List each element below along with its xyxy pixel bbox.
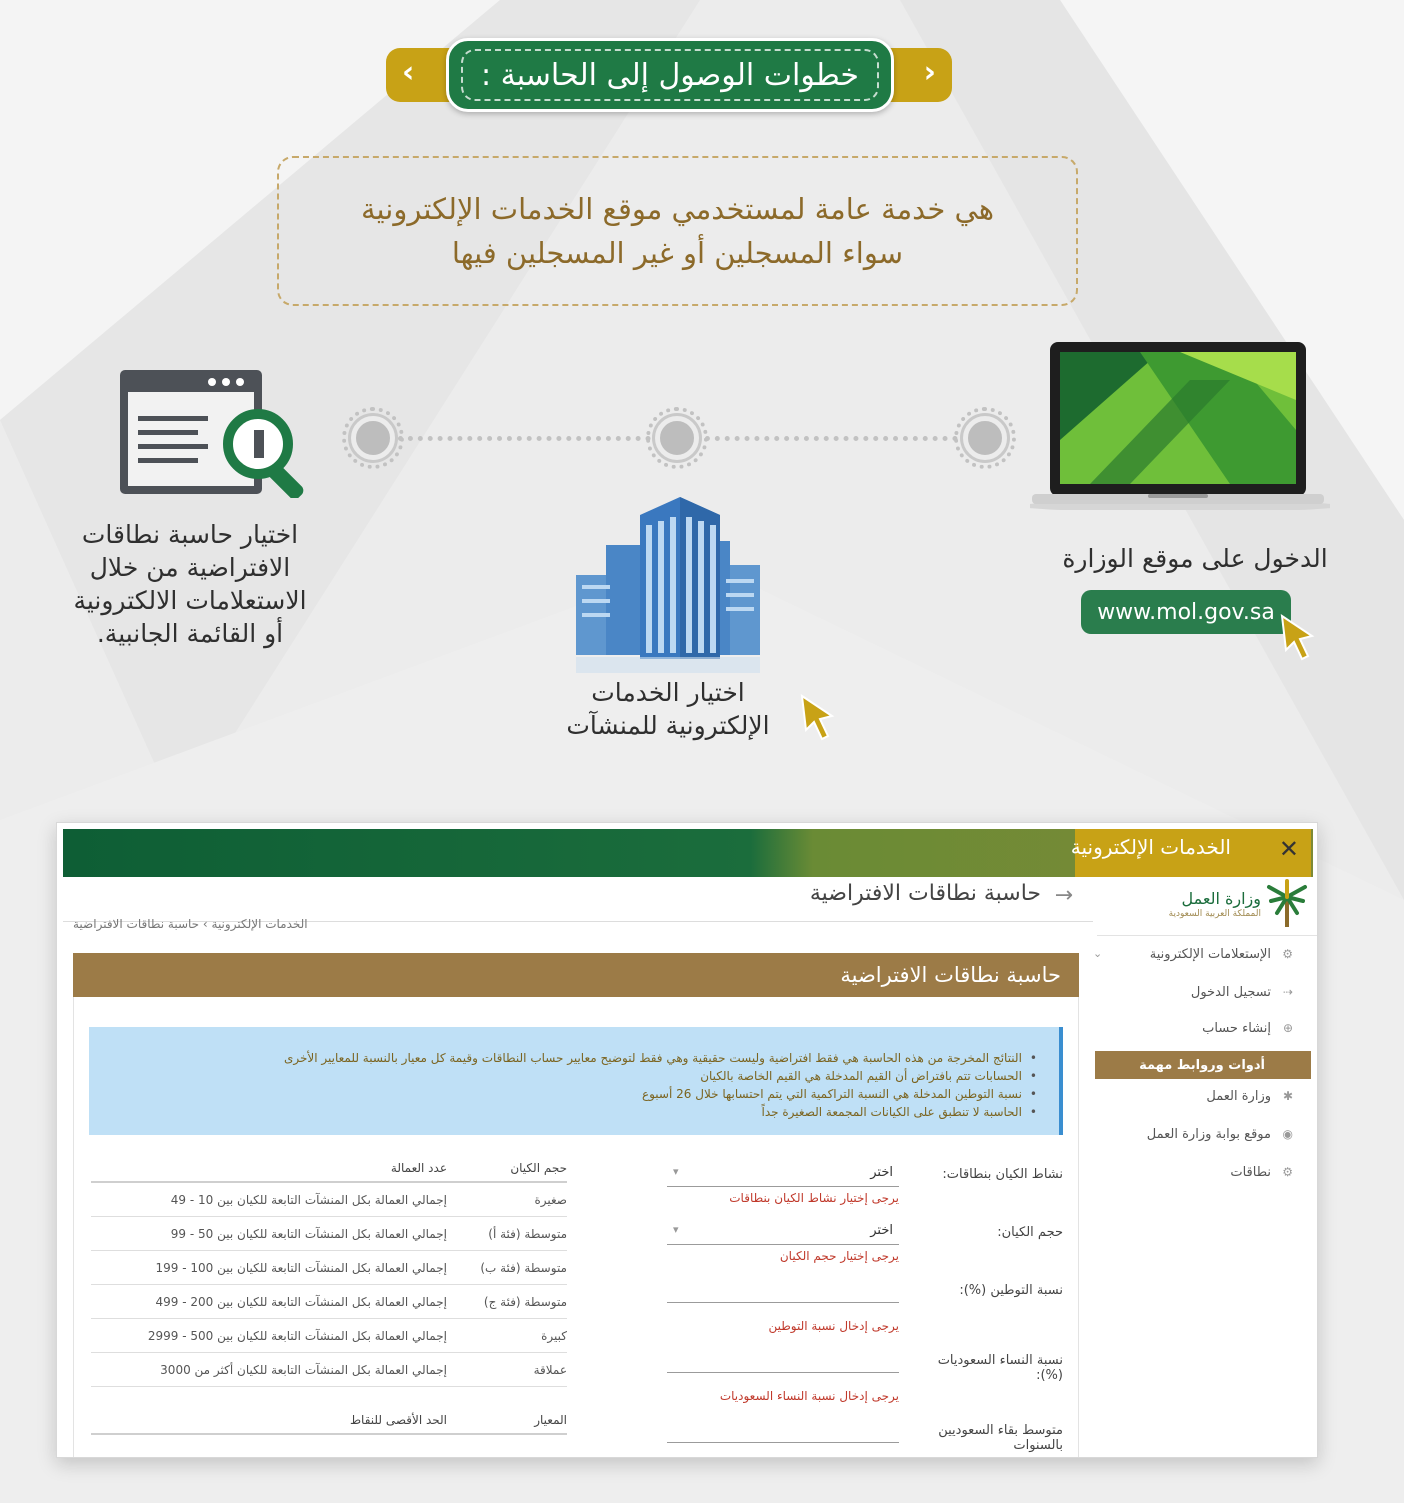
logo-title: وزارة العمل — [1181, 889, 1261, 908]
row-size: متوسطة (فئة ج) — [483, 1295, 567, 1309]
saudization-input[interactable] — [667, 1281, 899, 1303]
info-item: • نسبة التوطين المدخلة هي النسبة التراكمية التي يتم احتسابها خلال 26 أسبوع — [89, 1085, 1037, 1103]
step-3-label — [40, 518, 340, 650]
browser-search-icon — [118, 368, 318, 498]
activity-label: نشاط الكيان بنطاقات: — [942, 1167, 1063, 1182]
sidebar-divider — [1097, 935, 1317, 936]
mol-logo-icon — [1265, 879, 1309, 929]
saudization-error: يرجى إدخال نسبة التوطين — [768, 1319, 899, 1333]
info-item: • الحسابات تتم بافتراض أن القيم المدخلة هي القيم الخاصة بالكيان — [89, 1067, 1037, 1085]
women-input[interactable] — [667, 1351, 899, 1373]
laptop-icon — [1030, 340, 1330, 510]
tenure-input[interactable] — [667, 1421, 899, 1443]
palm-icon: ✱ — [1282, 1089, 1293, 1103]
sidebar-item-nitaqat[interactable] — [1093, 1165, 1293, 1185]
sidebar-item-e-inquiries[interactable] — [1093, 947, 1293, 967]
eservices-title: الخدمات الإلكترونية — [1070, 835, 1231, 859]
login-icon: ⇢ — [1282, 985, 1293, 999]
intro-line-2: سواء المسجلين أو غير المسجلين فيها — [451, 236, 904, 270]
step-2-label — [548, 676, 788, 742]
gear-icon: ⚙ — [1282, 1165, 1293, 1179]
row-workers: إجمالي العمالة بكل المنشآت التابعة للكيان بين 200 - 499 — [155, 1295, 447, 1309]
activity-select[interactable] — [667, 1165, 899, 1187]
sidebar-item-register[interactable] — [1093, 1021, 1293, 1041]
chevron-down-icon: ▾ — [673, 1223, 679, 1236]
sidebar-item-label: تسجيل الدخول — [1190, 985, 1271, 1000]
row-size: متوسطة (فئة أ) — [488, 1227, 567, 1241]
size-error: يرجى إختيار حجم الكيان — [779, 1249, 899, 1263]
table-row — [91, 1319, 567, 1353]
sidebar-item-label: الإستعلامات الإلكترونية — [1149, 947, 1271, 962]
chevron-down-icon: ▾ — [673, 1165, 679, 1178]
step-3-line-4: أو القائمة الجانبية. — [96, 619, 284, 648]
size-select[interactable] — [667, 1223, 899, 1245]
step-1-label: الدخول على موقع الوزارة — [1062, 544, 1328, 573]
page-title: خطوات الوصول إلى الحاسبة : — [481, 57, 859, 93]
sidebar-item-mol[interactable] — [1093, 1089, 1293, 1109]
calculator-page-title: حاسبة نطاقات الافتراضية — [809, 881, 1041, 906]
plus-icon: ⊕ — [1282, 1021, 1293, 1035]
logo-subtitle: المملكة العربية السعودية — [1168, 909, 1261, 919]
step-3-line-1: اختيار حاسبة نطاقات — [81, 520, 299, 549]
panel-title: حاسبة نطاقات الافتراضية — [73, 953, 1079, 997]
step-2-line-1: اختيار الخدمات — [591, 678, 745, 707]
cursor-arrow-icon — [798, 692, 838, 744]
step-3-line-3: الاستعلامات الالكترونية — [73, 586, 307, 615]
tenure-label: متوسط بقاء السعوديين بالسنوات — [938, 1423, 1063, 1453]
saudization-label: نسبة التوطين (%): — [959, 1283, 1063, 1298]
back-arrow-icon[interactable]: → — [1054, 883, 1073, 908]
col-criterion: المعيار — [534, 1413, 567, 1427]
sidebar-item-label: وزارة العمل — [1206, 1089, 1271, 1104]
col-max-points: الحد الأقصى للنقاط — [349, 1413, 447, 1427]
info-alert — [89, 1027, 1063, 1135]
globe-icon: ◉ — [1282, 1127, 1293, 1141]
table-row — [91, 1183, 567, 1217]
row-size: متوسطة (فئة ب) — [480, 1261, 567, 1275]
cursor-arrow-icon — [1278, 612, 1318, 664]
row-workers: إجمالي العمالة بكل المنشآت التابعة للكيان أكثر من 3000 — [160, 1363, 447, 1377]
table-row — [91, 1285, 567, 1319]
breadcrumb[interactable]: الخدمات الإلكترونية › حاسبة نطاقات الافتراضية — [73, 917, 308, 931]
women-error: يرجى إدخال نسبة النساء السعوديات — [719, 1389, 899, 1403]
step-3-line-2: الافتراضية من خلال — [89, 553, 291, 582]
close-icon[interactable]: ✕ — [1278, 835, 1299, 863]
table-row — [91, 1353, 567, 1387]
row-workers: إجمالي العمالة بكل المنشآت التابعة للكيان بين 10 - 49 — [170, 1193, 447, 1207]
col-size: حجم الكيان — [510, 1161, 567, 1175]
step-2-line-2: الإلكترونية للمنشآت — [566, 711, 770, 740]
table-row — [91, 1251, 567, 1285]
col-workers: عدد العمالة — [390, 1161, 447, 1175]
step-3-dot — [351, 416, 395, 460]
size-select-value: اختر — [870, 1223, 893, 1238]
chevron-down-icon: ⌄ — [1093, 947, 1103, 960]
activity-select-value: اختر — [870, 1165, 893, 1180]
chevron-left-icon: ‹ — [923, 55, 936, 90]
activity-error: يرجى إختيار نشاط الكيان بنطاقات — [729, 1191, 899, 1205]
row-size: صغيرة — [534, 1193, 567, 1207]
row-workers: إجمالي العمالة بكل المنشآت التابعة للكيان بين 50 - 99 — [170, 1227, 447, 1241]
chevron-right-icon: › — [402, 55, 415, 90]
women-label: نسبة النساء السعوديات (%): — [937, 1353, 1063, 1383]
intro-line-1: هي خدمة عامة لمستخدمي موقع الخدمات الإلكترونية — [361, 192, 994, 226]
size-label: حجم الكيان: — [997, 1225, 1063, 1240]
mol-website-link[interactable]: www.mol.gov.sa — [1081, 590, 1291, 634]
sidebar-item-label: موقع بوابة وزارة العمل — [1146, 1127, 1271, 1142]
calculator-screenshot — [56, 822, 1318, 1458]
sidebar-item-mol-portal[interactable] — [1093, 1127, 1293, 1147]
table-row — [91, 1217, 567, 1251]
sidebar-item-label: إنشاء حساب — [1202, 1021, 1271, 1036]
row-size: كبيرة — [541, 1329, 567, 1343]
sidebar-item-label: نطاقات — [1230, 1165, 1271, 1180]
step-1-dot — [963, 416, 1007, 460]
info-item: • الحاسبة لا تنطبق على الكيانات المجمعة الصغيرة جداً — [89, 1103, 1037, 1121]
sidebar-section-tools: أدوات وروابط مهمة — [1095, 1051, 1311, 1079]
gears-icon: ⚙ — [1282, 947, 1293, 961]
intro-box — [277, 156, 1078, 306]
row-workers: إجمالي العمالة بكل المنشآت التابعة للكيان بين 100 - 199 — [155, 1261, 447, 1275]
criteria-table-header — [91, 1409, 567, 1435]
sidebar-item-login[interactable] — [1093, 985, 1293, 1005]
header-banner — [446, 38, 894, 112]
row-size: عملاقة — [533, 1363, 567, 1377]
size-table-header — [91, 1157, 567, 1183]
building-icon — [570, 495, 792, 675]
step-2-dot — [655, 416, 699, 460]
info-item: • النتائج المخرجة من هذه الحاسبة هي فقط افتراضية وليست حقيقية وهي فقط لتوضيح معايير حساب النطاقات وقيمة كل معيار بالنسبة للمعايير الأخرى — [89, 1049, 1037, 1067]
row-workers: إجمالي العمالة بكل المنشآت التابعة للكيان بين 500 - 2999 — [147, 1329, 447, 1343]
